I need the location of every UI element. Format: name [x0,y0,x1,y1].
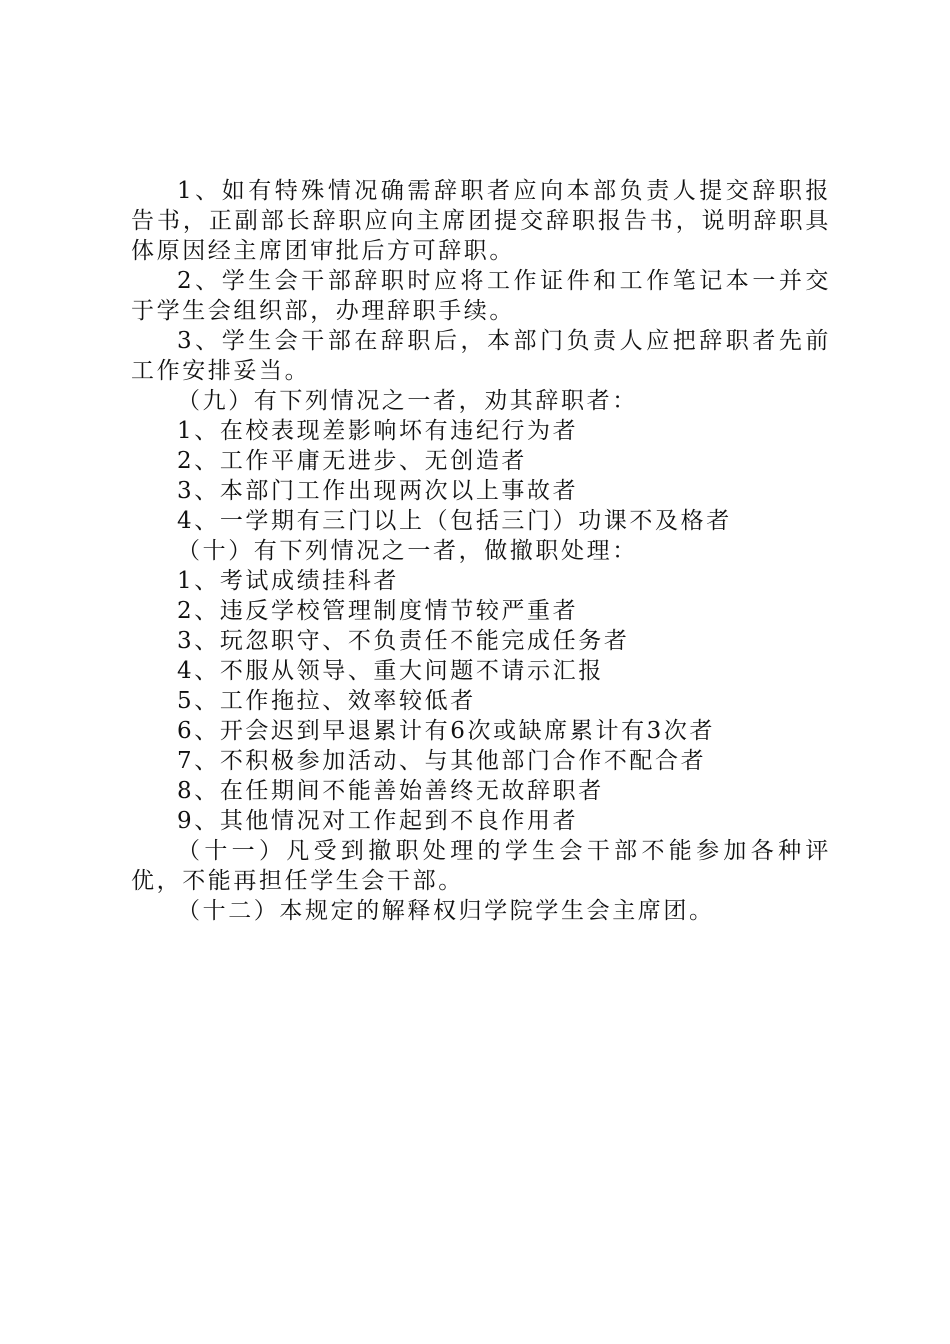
list-item: 5、工作拖拉、效率较低者 [177,688,476,714]
list-item: 4、一学期有三门以上（包括三门）功课不及格者 [177,508,732,534]
list-item: 6、开会迟到早退累计有6次或缺席累计有3次者 [177,718,716,744]
list-item: 9、其他情况对工作起到不良作用者 [177,808,579,834]
paragraph: （十一）凡受到撤职处理的学生会干部不能参加各种评优，不能再担任学生会干部。 [131,838,831,894]
section-heading: （九）有下列情况之一者，劝其辞职者： [177,388,638,414]
list-item: 1、在校表现差影响坏有违纪行为者 [177,418,579,444]
paragraph: （十二）本规定的解释权归学院学生会主席团。 [177,898,715,924]
list-item: 3、本部门工作出现两次以上事故者 [177,478,579,504]
paragraph: 3、学生会干部在辞职后，本部门负责人应把辞职者先前工作安排妥当。 [131,328,831,384]
list-item: 8、在任期间不能善始善终无故辞职者 [177,778,604,804]
list-item: 2、工作平庸无进步、无创造者 [177,448,528,474]
list-item: 7、不积极参加活动、与其他部门合作不配合者 [177,748,707,774]
list-item: 4、不服从领导、重大问题不请示汇报 [177,658,604,684]
paragraph: 2、学生会干部辞职时应将工作证件和工作笔记本一并交于学生会组织部，办理辞职手续。 [131,268,831,324]
list-item: 1、考试成绩挂科者 [177,568,400,594]
paragraph: 1、如有特殊情况确需辞职者应向本部负责人提交辞职报告书，正副部长辞职应向主席团提交辞职报告书，说明辞职具体原因经主席团审批后方可辞职。 [131,178,831,264]
list-item: 3、玩忽职守、不负责任不能完成任务者 [177,628,630,654]
section-heading: （十）有下列情况之一者，做撤职处理： [177,538,638,564]
list-item: 2、违反学校管理制度情节较严重者 [177,598,579,624]
document-body [131,176,831,926]
